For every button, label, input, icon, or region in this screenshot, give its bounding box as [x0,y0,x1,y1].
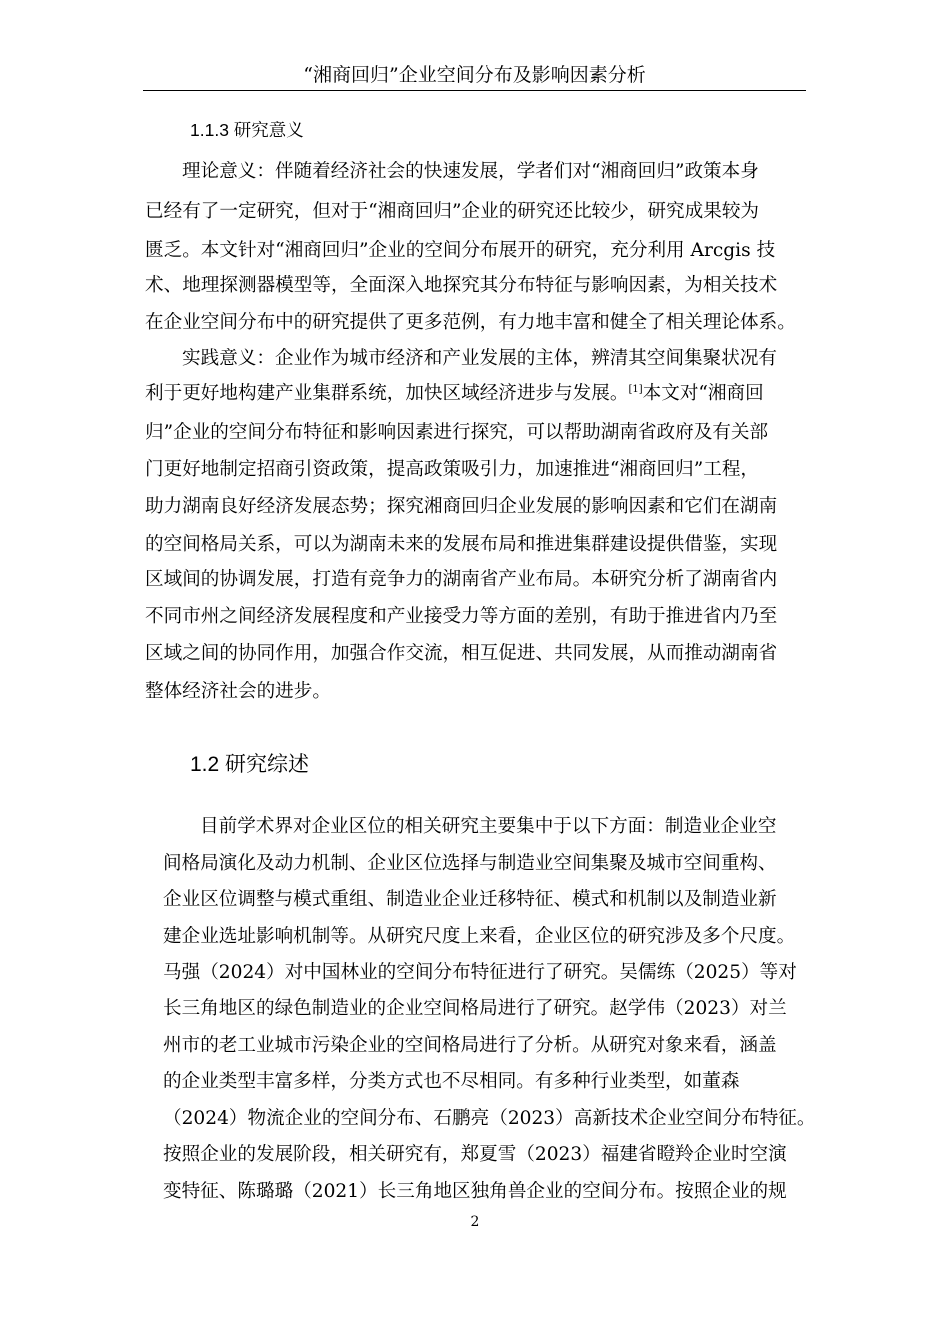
paragraph-line: 在企业空间分布中的研究提供了更多范例，有力地丰富和健全了相关理论体系。 [145,312,796,333]
paragraph-line: 变特征、陈璐璐（2021）长三角地区独角兽企业的空间分布。按照企业的规 [163,1181,787,1202]
paragraph-line: 门更好地制定招商引资政策，提高政策吸引力，加速推进“湘商回归”工程， [145,459,760,480]
paragraph-line: 长三角地区的绿色制造业的企业空间格局进行了研究。赵学伟（2023）对兰 [163,998,787,1019]
paragraph-line: 实践意义：企业作为城市经济和产业发展的主体，辨清其空间集聚状况有 [182,348,778,369]
paragraph-line-text: 利于更好地构建产业集群系统，加快区域经济进步与发展。 [145,383,629,404]
paragraph-line: 已经有了一定研究，但对于“湘商回归”企业的研究还比较少，研究成果较为 [145,201,760,222]
paragraph-line: 不同市州之间经济发展程度和产业接受力等方面的差别，有助于推进省内乃至 [145,606,778,627]
paragraph-line: 区域之间的协同作用，加强合作交流，相互促进、共同发展，从而推动湖南省 [145,643,778,664]
paragraph-line: 目前学术界对企业区位的相关研究主要集中于以下方面：制造业企业空 [200,816,777,837]
paragraph-line: 区域间的协调发展，打造有竞争力的湖南省产业布局。本研究分析了湖南省内 [145,569,778,590]
citation-marker: [1] [628,384,643,395]
paragraph-line: 企业区位调整与模式重组、制造业企业迁移特征、模式和机制以及制造业新 [163,889,777,910]
paragraph-line: 按照企业的发展阶段，相关研究有，郑夏雪（2023）福建省瞪羚企业时空演 [163,1144,787,1165]
paragraph-line: 助力湖南良好经济发展态势；探究湘商回归企业发展的影响因素和它们在湖南 [145,496,778,517]
paragraph-line: 的空间格局关系，可以为湖南未来的发展布局和推进集群建设提供借鉴，实现 [145,534,778,555]
paragraph-line: 归”企业的空间分布特征和影响因素进行探究，可以帮助湖南省政府及有关部 [145,422,769,443]
paragraph-line: 匮乏。本文针对“湘商回归”企业的空间分布展开的研究，充分利用 Arcgis 技 [145,240,776,261]
paragraph-line: 整体经济社会的进步。 [145,681,331,702]
paragraph-line: 的企业类型丰富多样，分类方式也不尽相同。有多种行业类型，如董森 [163,1071,740,1092]
paragraph-line: 州市的老工业城市污染企业的空间格局进行了分析。从研究对象来看，涵盖 [163,1035,777,1056]
paragraph-line: 间格局演化及动力机制、企业区位选择与制造业空间集聚及城市空间重构、 [163,853,777,874]
paragraph-line: 术、地理探测器模型等，全面深入地探究其分布特征与影响因素，为相关技术 [145,275,778,296]
paragraph-line: 建企业选址影响机制等。从研究尺度上来看，企业区位的研究涉及多个尺度。 [163,926,796,947]
paragraph-line-text: 本文对“湘商回 [642,383,764,404]
running-header [143,62,806,91]
paragraph-line [145,381,764,407]
section-1-2-heading: 1.2 研究综述 [190,753,310,776]
paragraph-line: （2024）物流企业的空间分布、石鹏亮（2023）高新技术企业空间分布特征。 [163,1108,816,1129]
paragraph-line: 马强（2024）对中国林业的空间分布特征进行了研究。吴儒练（2025）等对 [163,962,797,983]
paragraph-line: 理论意义：伴随着经济社会的快速发展，学者们对“湘商回归”政策本身 [182,161,759,182]
page-number: 2 [470,1214,480,1230]
running-header-title: “湘商回归”企业空间分布及影响因素分析 [303,64,646,86]
section-1-1-3-heading: 1.1.3 研究意义 [190,120,304,140]
